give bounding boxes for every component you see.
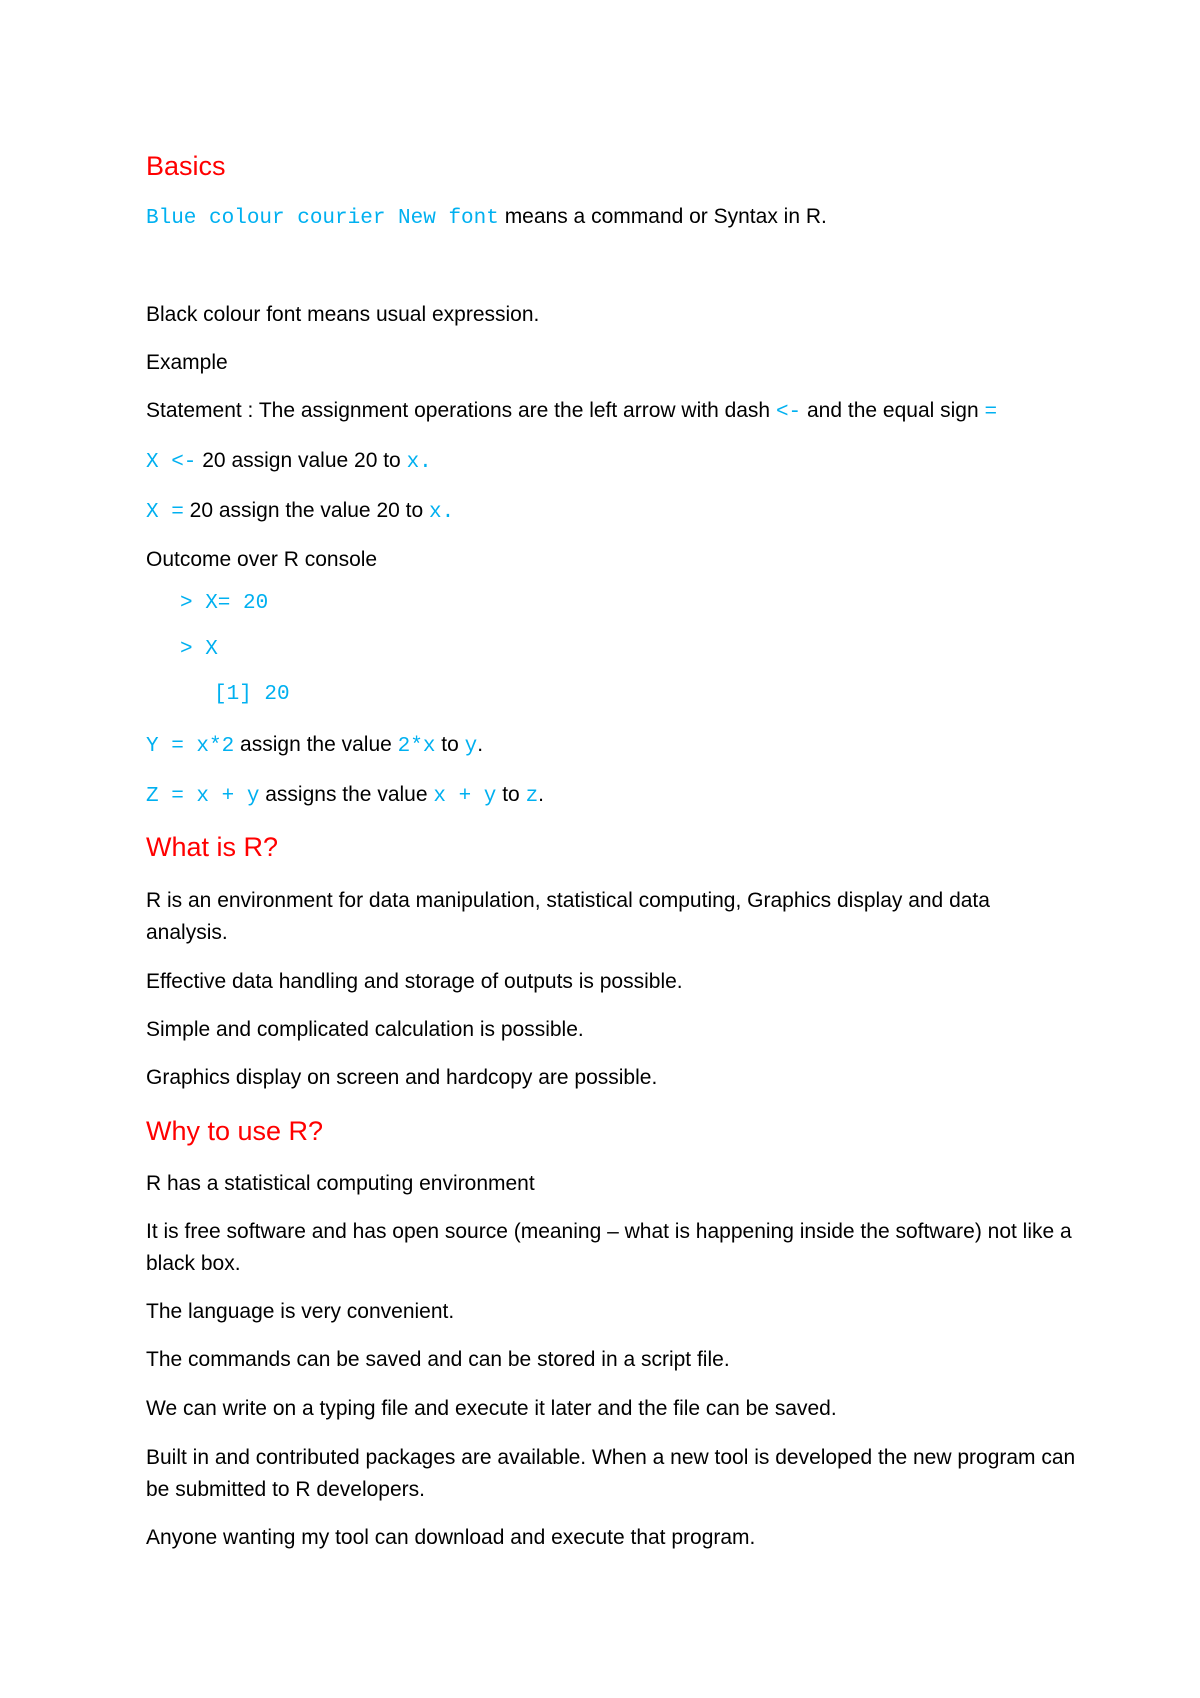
what-is-r-item: Effective data handling and storage of outputs is possible. bbox=[146, 970, 683, 993]
assign-arrow-var: x. bbox=[406, 451, 432, 474]
heading-why-use-r: Why to use R? bbox=[146, 1116, 324, 1146]
z-assign-code: Z = x + y bbox=[146, 785, 260, 808]
example-label: Example bbox=[146, 351, 228, 374]
console-line-2: > X bbox=[180, 638, 218, 661]
z-assign-to: to bbox=[496, 783, 526, 806]
heading-what-is-r: What is R? bbox=[146, 832, 279, 862]
legend-code-sample: Blue colour courier New font bbox=[146, 207, 499, 230]
outcome-label: Outcome over R console bbox=[146, 548, 378, 571]
why-use-r-item: We can write on a typing file and execute it later and the file can be saved. bbox=[146, 1397, 837, 1420]
statement-mid-text: and the equal sign bbox=[801, 399, 985, 422]
why-use-r-item: R has a statistical computing environment bbox=[146, 1172, 535, 1195]
statement-text: Statement : The assignment operations are the left arrow with dash bbox=[146, 399, 776, 422]
heading-basics: Basics bbox=[146, 151, 226, 181]
what-is-r-item: Simple and complicated calculation is possible. bbox=[146, 1018, 584, 1041]
statement-equal-code: = bbox=[984, 401, 998, 424]
why-use-r-item: It is free software and has open source (meaning – what is happening inside the software) not like a black box. bbox=[146, 1220, 1072, 1275]
what-is-r-item: R is an environment for data manipulation, statistical computing, Graphics display and data analysis. bbox=[146, 889, 990, 944]
z-assign-var: z bbox=[525, 785, 539, 808]
y-assign-text: assign the value bbox=[234, 733, 398, 756]
assign-equal-line bbox=[146, 500, 454, 523]
y-assign-value: 2*x bbox=[397, 735, 436, 758]
black-font-note: Black colour font means usual expression. bbox=[146, 303, 540, 326]
z-assign-value: x + y bbox=[433, 785, 497, 808]
assign-arrow-line bbox=[146, 450, 432, 473]
assign-equal-text: 20 assign the value 20 to bbox=[183, 499, 429, 522]
legend-line bbox=[146, 206, 827, 229]
what-is-r-item: Graphics display on screen and hardcopy are possible. bbox=[146, 1066, 658, 1089]
y-assign-to: to bbox=[435, 733, 465, 756]
document-page bbox=[146, 0, 1076, 1698]
statement-line bbox=[146, 400, 997, 423]
assign-equal-code: X = bbox=[146, 501, 184, 524]
y-assign-line bbox=[146, 734, 483, 757]
why-use-r-item: Built in and contributed packages are available. When a new tool is developed the new program can be submitted to R developers. bbox=[146, 1446, 1076, 1501]
z-assign-text: assigns the value bbox=[259, 783, 434, 806]
console-line-1: > X= 20 bbox=[180, 592, 269, 615]
z-assign-line bbox=[146, 784, 544, 807]
statement-arrow-code: <- bbox=[775, 401, 802, 424]
assign-equal-var: x. bbox=[428, 501, 455, 524]
assign-arrow-text: 20 assign value 20 to bbox=[196, 449, 407, 472]
legend-text: means a command or Syntax in R. bbox=[498, 205, 827, 228]
y-assign-code: Y = x*2 bbox=[146, 735, 235, 758]
why-use-r-item: The commands can be saved and can be stored in a script file. bbox=[146, 1348, 730, 1371]
why-use-r-item: The language is very convenient. bbox=[146, 1300, 455, 1323]
assign-arrow-code: X <- bbox=[146, 451, 197, 474]
z-assign-end: . bbox=[538, 783, 545, 806]
y-assign-end: . bbox=[477, 733, 484, 756]
console-line-3: [1] 20 bbox=[214, 683, 290, 706]
why-use-r-item: Anyone wanting my tool can download and execute that program. bbox=[146, 1526, 756, 1549]
y-assign-var: y bbox=[464, 735, 478, 758]
